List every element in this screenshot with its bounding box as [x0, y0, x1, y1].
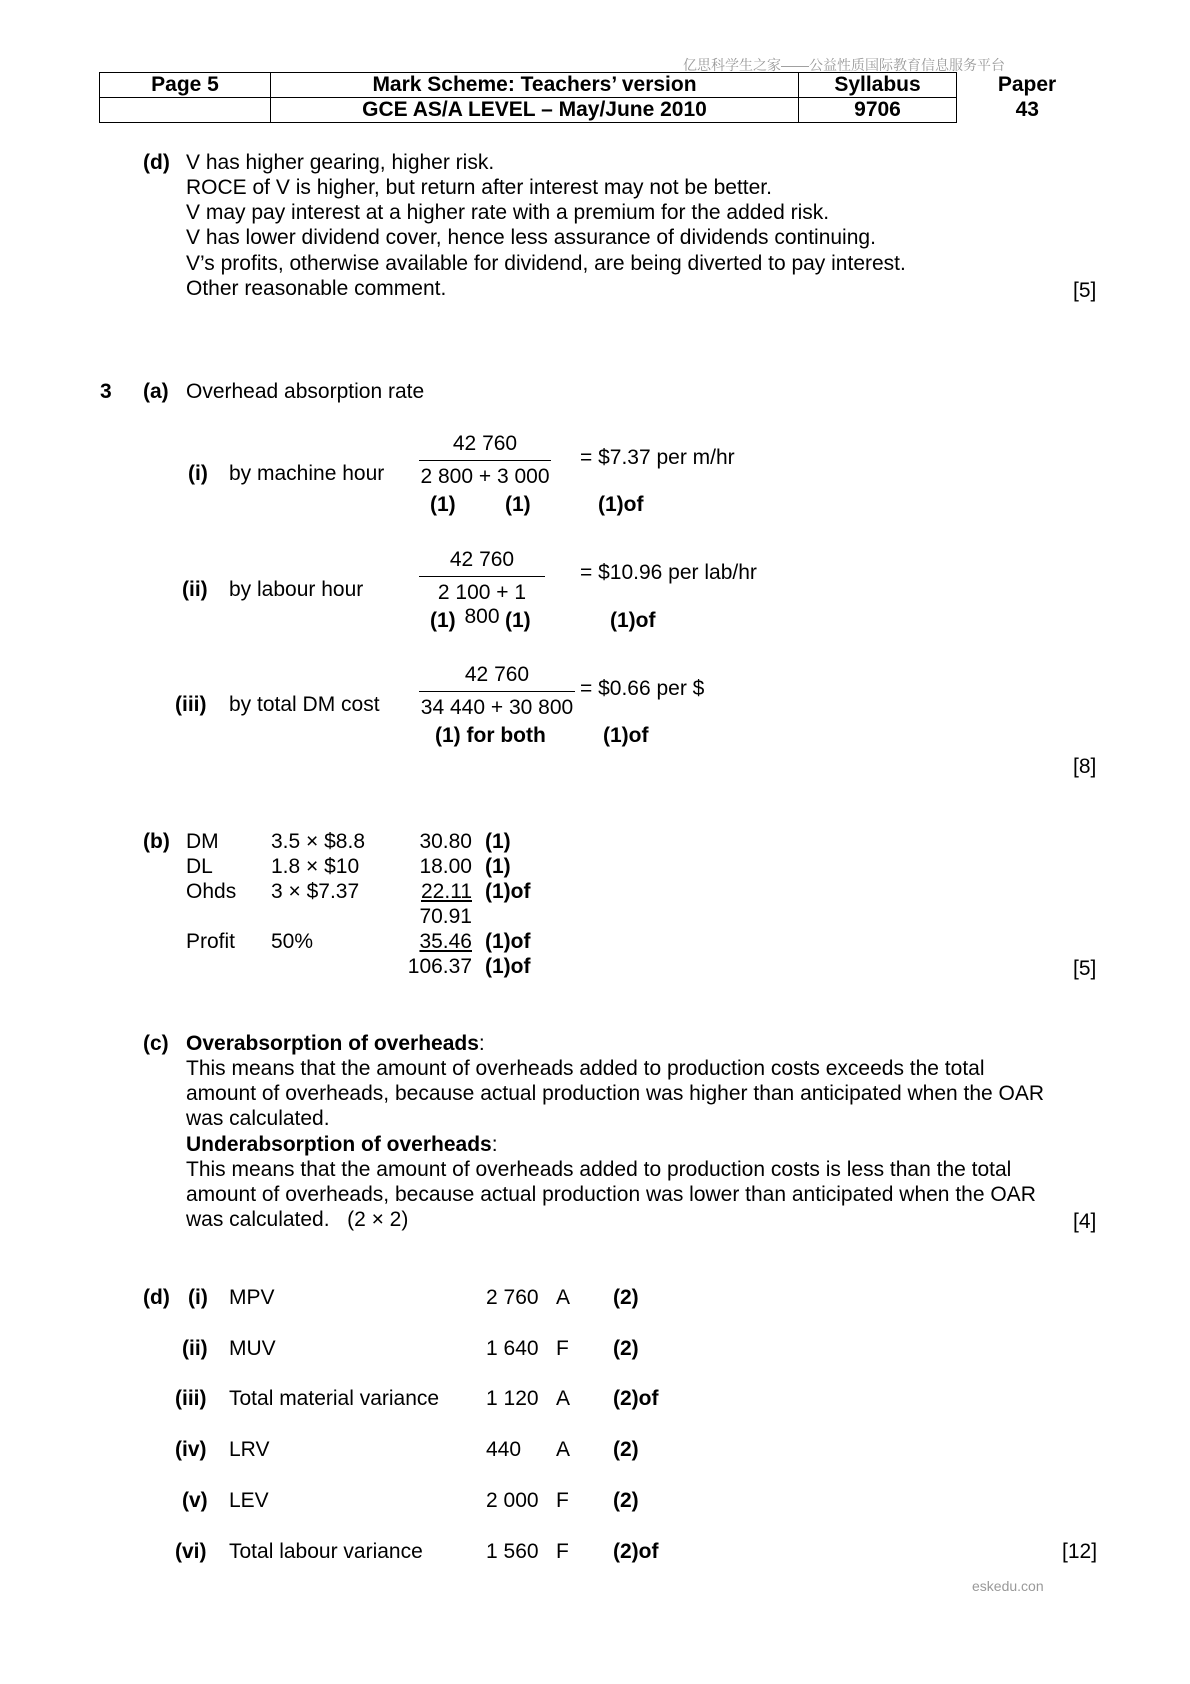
q3b-mark: (1)of	[485, 930, 531, 953]
q3d-num: (ii)	[182, 1337, 208, 1360]
q3d-af: A	[556, 1438, 571, 1461]
q3b-calc: 50%	[271, 930, 314, 953]
header-paper: 43	[1015, 98, 1039, 121]
q3a-label: (a)	[143, 380, 169, 403]
numerator: 42 760	[452, 432, 518, 455]
q2d-label: (d)	[143, 151, 170, 174]
q3a-fraction	[419, 663, 575, 720]
header-title: Mark Scheme: Teachers’ version	[271, 73, 799, 98]
q3b-value: 30.80	[419, 830, 472, 853]
q3c-marks: [4]	[1073, 1210, 1097, 1233]
q3a-item-num: (ii)	[182, 578, 208, 601]
q3d-af: F	[556, 1337, 569, 1360]
q3a-mark: (1)	[505, 609, 531, 632]
q3d-num: (v)	[182, 1489, 208, 1512]
q3b-mark: (1)	[485, 855, 511, 878]
denominator: 2 100 + 1 800	[419, 576, 545, 629]
q3d-mark: (2)of	[613, 1387, 659, 1410]
q3b-item: DL	[186, 855, 213, 878]
header-exam: GCE AS/A LEVEL – May/June 2010	[271, 98, 799, 123]
q3b-value: 18.00	[419, 855, 472, 878]
header-syllabus-label: Syllabus	[799, 73, 957, 98]
q3a-mark: (1) for both	[435, 724, 546, 747]
header-table	[99, 72, 1098, 123]
header-page: Page 5	[100, 73, 271, 98]
q3b-value: 35.46	[419, 930, 472, 953]
q3d-value: 1 560	[486, 1540, 539, 1563]
numerator: 42 760	[449, 548, 515, 571]
numerator: 42 760	[464, 663, 530, 686]
q3-number: 3	[100, 380, 112, 403]
q3d-name: Total labour variance	[229, 1540, 423, 1563]
q3b-calc: 1.8 × $10	[271, 855, 360, 878]
q3d-af: A	[556, 1387, 571, 1410]
q3a-mark: (1)	[505, 493, 531, 516]
q3c-line: was calculated.	[186, 1107, 330, 1130]
q3d-label: (d)	[143, 1286, 170, 1309]
q3a-mark: (1)of	[610, 609, 656, 632]
q3b-calc: 3.5 × $8.8	[271, 830, 365, 853]
q3b-mark: (1)	[485, 830, 511, 853]
q3d-name: LRV	[229, 1438, 270, 1461]
q3b-mark: (1)of	[485, 955, 531, 978]
q3b-item: DM	[186, 830, 219, 853]
q3d-num: (i)	[188, 1286, 208, 1309]
q3d-name: MUV	[229, 1337, 276, 1360]
q3b-item: Profit	[186, 930, 236, 953]
q3a-item-num: (iii)	[175, 693, 207, 716]
q3d-num: (iv)	[175, 1438, 207, 1461]
q3d-name: LEV	[229, 1489, 269, 1512]
q3a-mark: (1)	[430, 609, 456, 632]
q2d-line: V may pay interest at a higher rate with a premium for the added risk.	[186, 201, 830, 224]
q3b-total: 106.37	[407, 955, 472, 978]
q3b-label: (b)	[143, 830, 170, 853]
q3b-calc: 3 × $7.37	[271, 880, 360, 903]
q3c-line: This means that the amount of overheads added to production costs exceeds the total	[186, 1057, 985, 1080]
q3b-marks: [5]	[1073, 957, 1097, 980]
q3a-fraction	[419, 432, 551, 489]
q3d-value: 440	[486, 1438, 522, 1461]
q3c-line: amount of overheads, because actual production was lower than anticipated when the OAR	[186, 1183, 1036, 1206]
watermark-bottom: eskedu.con	[972, 1578, 1044, 1594]
q3c-line: amount of overheads, because actual production was higher than anticipated when the OAR	[186, 1082, 1045, 1105]
q2d-marks: [5]	[1073, 279, 1097, 302]
q3a-mark: (1)	[430, 493, 456, 516]
q3a-result: = $0.66 per $	[580, 677, 705, 700]
watermark-top: 亿思科学生之家——公益性质国际教育信息服务平台	[683, 57, 1005, 73]
q3a-item-num: (i)	[188, 462, 208, 485]
q3b-subtotal: 70.91	[419, 905, 472, 928]
q3a-result: = $7.37 per m/hr	[580, 446, 735, 469]
q3a-item-text: by labour hour	[229, 578, 364, 601]
q3d-value: 1 120	[486, 1387, 539, 1410]
denominator: 34 440 + 30 800	[419, 691, 575, 720]
q3d-mark: (2)of	[613, 1540, 659, 1563]
q3a-item-text: by total DM cost	[229, 693, 380, 716]
q3d-value: 1 640	[486, 1337, 539, 1360]
q2d-line: V has higher gearing, higher risk.	[186, 151, 495, 174]
q3d-num: (iii)	[175, 1387, 207, 1410]
q3d-num: (vi)	[175, 1540, 207, 1563]
q3a-title: Overhead absorption rate	[186, 380, 425, 403]
header-paper-label: Paper	[997, 73, 1057, 96]
over-heading-text: Overabsorption of overheads	[186, 1032, 479, 1055]
q2d-line: V’s profits, otherwise available for dividend, are being diverted to pay interest.	[186, 252, 906, 275]
q3c-under-heading: Underabsorption of overheads:	[186, 1133, 498, 1156]
q3d-value: 2 760	[486, 1286, 539, 1309]
q2d-line: Other reasonable comment.	[186, 277, 447, 300]
q3d-af: A	[556, 1286, 571, 1309]
q3b-item: Ohds	[186, 880, 237, 903]
q3d-af: F	[556, 1540, 569, 1563]
q3c-line: was calculated. (2 × 2)	[186, 1208, 409, 1231]
q3b-value: 22.11	[421, 880, 472, 903]
q3d-name: Total material variance	[229, 1387, 440, 1410]
q3a-marks: [8]	[1073, 755, 1097, 778]
q2d-line: V has lower dividend cover, hence less assurance of dividends continuing.	[186, 226, 876, 249]
q3a-result: = $10.96 per lab/hr	[580, 561, 757, 584]
q3c-label: (c)	[143, 1032, 169, 1055]
q3d-name: MPV	[229, 1286, 275, 1309]
q3c-over-heading: Overabsorption of overheads:	[186, 1032, 485, 1055]
header-syllabus: 9706	[799, 98, 957, 123]
q3a-mark: (1)of	[598, 493, 644, 516]
q3a-mark: (1)of	[603, 724, 649, 747]
under-heading-text: Underabsorption of overheads	[186, 1133, 492, 1156]
q3c-line: This means that the amount of overheads added to production costs is less than the total	[186, 1158, 1012, 1181]
q3d-mark: (2)	[613, 1286, 639, 1309]
q3d-marks: [12]	[1062, 1540, 1098, 1563]
q3d-mark: (2)	[613, 1438, 639, 1461]
q3d-value: 2 000	[486, 1489, 539, 1512]
q2d-line: ROCE of V is higher, but return after interest may not be better.	[186, 176, 772, 199]
q3d-af: F	[556, 1489, 569, 1512]
denominator: 2 800 + 3 000	[419, 460, 551, 489]
q3d-mark: (2)	[613, 1337, 639, 1360]
q3d-mark: (2)	[613, 1489, 639, 1512]
q3b-mark: (1)of	[485, 880, 531, 903]
q3a-item-text: by machine hour	[229, 462, 385, 485]
